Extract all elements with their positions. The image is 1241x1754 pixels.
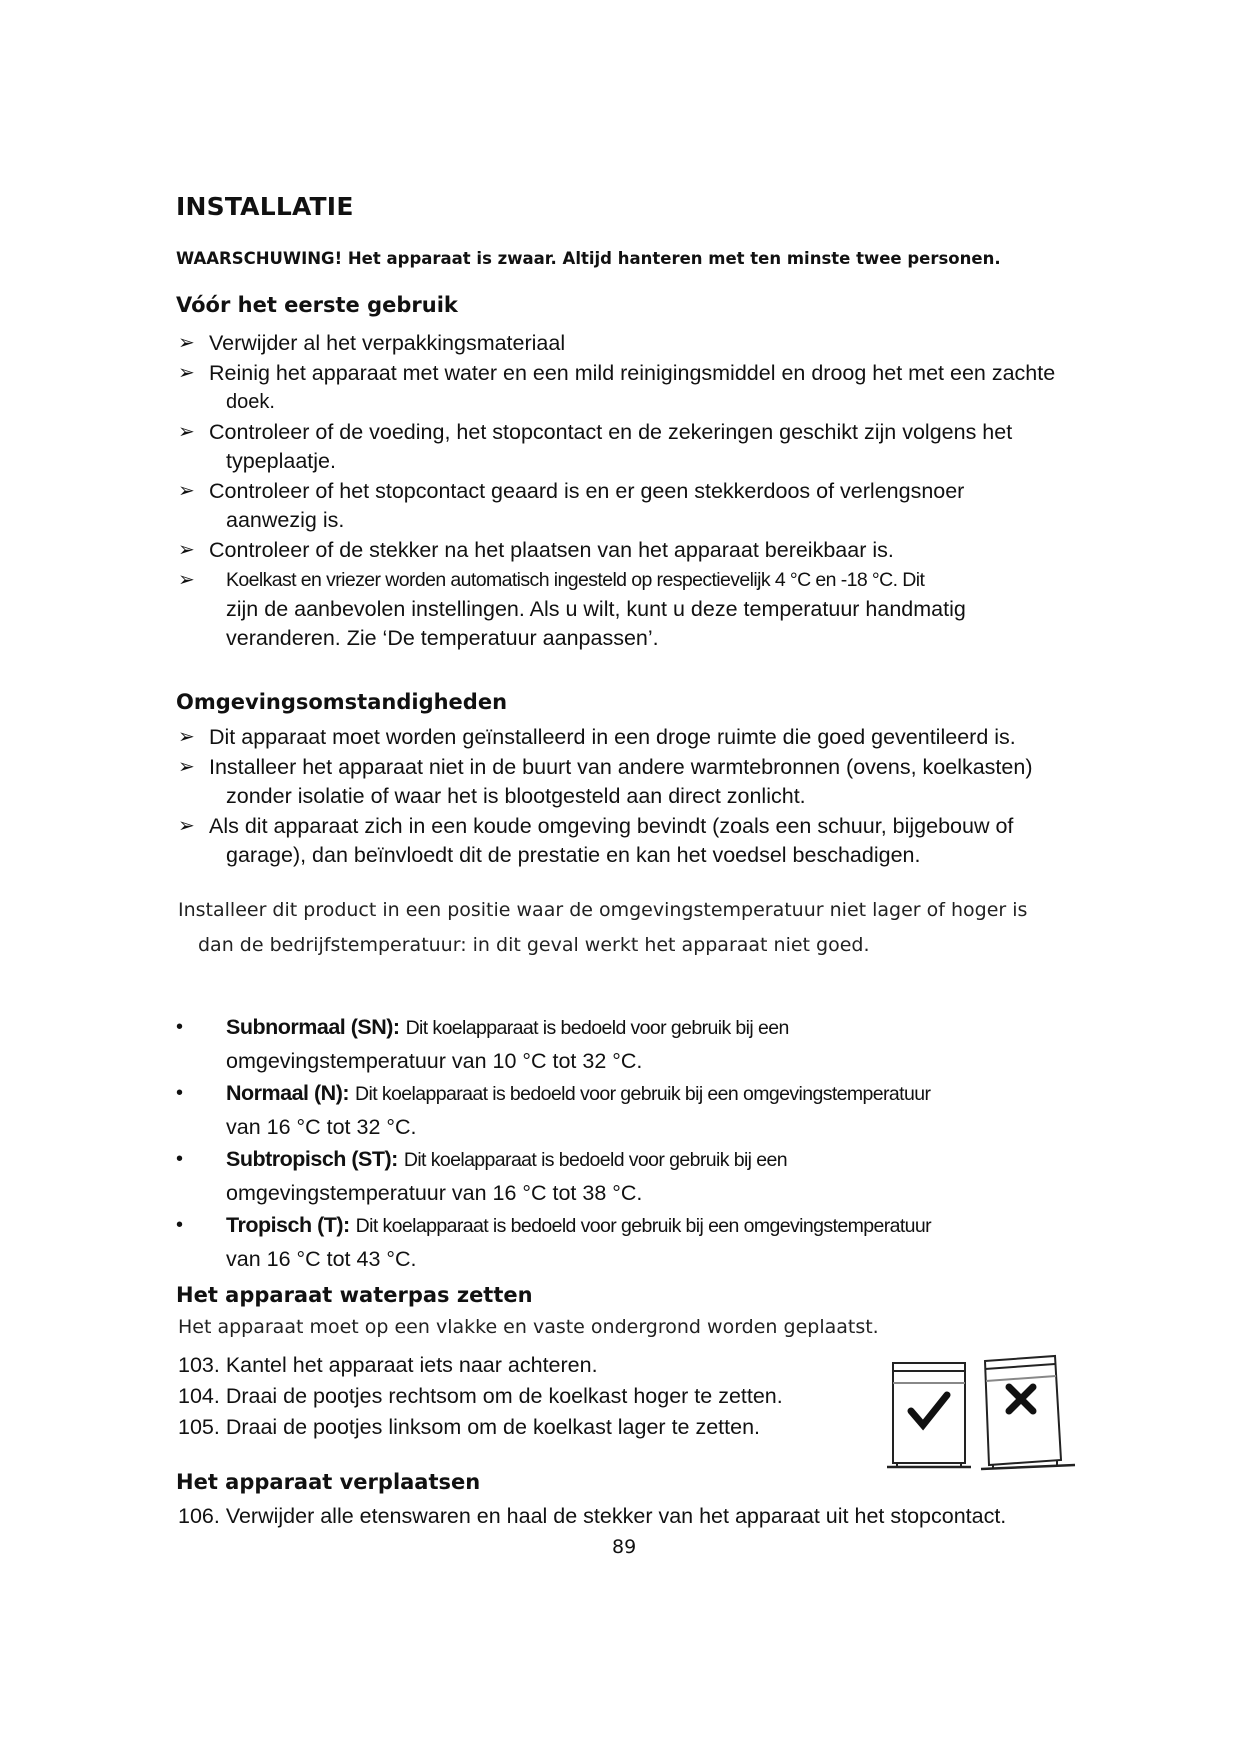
list-item: ➢ Koelkast en vriezer worden automatisch ingesteld op respectievelijk 4 °C en -18 °C. Dit zijn de aanbevolen instellingen. Als u wilt, kunt u deze temperatuur handmatig veranderen. Zie ‘De temperatuur aanpassen’. bbox=[176, 566, 1176, 653]
bullet-icon: • bbox=[176, 1082, 184, 1104]
arrow-bullet-icon: ➢ bbox=[178, 726, 195, 748]
arrow-bullet-icon: ➢ bbox=[178, 756, 195, 778]
bullet-icon: • bbox=[176, 1148, 184, 1170]
list-item: ➢ Installeer het apparaat niet in de buurt van andere warmtebronnen (ovens, koelkasten) zonder isolatie of waar het is blootgesteld aan direct zonlicht. bbox=[178, 755, 1033, 808]
heading-leveling: Het apparaat waterpas zetten bbox=[176, 1283, 533, 1307]
heading-first-use: Vóór het eerste gebruik bbox=[176, 293, 458, 317]
leveling-illustration bbox=[885, 1345, 1085, 1480]
leveling-intro: Het apparaat moet op een vlakke en vaste ondergrond worden geplaatst. bbox=[178, 1316, 879, 1338]
tilted-fridge-wrong bbox=[981, 1356, 1075, 1469]
list-item: ➢ Dit apparaat moet worden geïnstalleerd in een droge ruimte die goed geventileerd is. bbox=[176, 723, 1176, 752]
cross-icon bbox=[1009, 1387, 1033, 1411]
list-item: ➢ Verwijder al het verpakkingsmateriaal bbox=[176, 329, 1176, 358]
environment-list bbox=[176, 723, 1176, 871]
arrow-bullet-icon: ➢ bbox=[178, 569, 195, 591]
list-item: • Tropisch (T): Dit koelapparaat is bedoeld voor gebruik bij een omgevingstemperatuur van 16 °C tot 43 °C. bbox=[176, 1209, 1176, 1275]
warning-text: WAARSCHUWING! Het apparaat is zwaar. Altijd hanteren met ten minste twee personen. bbox=[176, 249, 1001, 268]
arrow-bullet-icon: ➢ bbox=[178, 362, 195, 384]
list-item: ➢ Controleer of het stopcontact geaard is en er geen stekkerdoos of verlengsnoer aanwezig is. bbox=[178, 479, 965, 532]
list-item: 105. Draai de pootjes linksom om de koelkast lager te zetten. bbox=[178, 1415, 761, 1439]
climate-class-list bbox=[176, 1011, 1176, 1275]
check-icon bbox=[911, 1395, 947, 1425]
list-item: • Normaal (N): Dit koelapparaat is bedoeld voor gebruik bij een omgevingstemperatuur van 16 °C tot 32 °C. bbox=[176, 1077, 1176, 1143]
page-title: INSTALLATIE bbox=[176, 192, 354, 221]
arrow-bullet-icon: ➢ bbox=[178, 421, 195, 443]
list-item: ➢ Reinig het apparaat met water en een mild reinigingsmiddel en droog het met een zachte doek. bbox=[178, 361, 1056, 413]
list-item: ➢ Als dit apparaat zich in een koude omgeving bevindt (zoals een schuur, bijgebouw of garage), dan beïnvloedt dit de prestatie en kan het voedsel beschadigen. bbox=[178, 814, 1014, 867]
list-item: ➢ Controleer of de stekker na het plaatsen van het apparaat bereikbaar is. bbox=[176, 536, 1176, 565]
arrow-bullet-icon: ➢ bbox=[178, 480, 195, 502]
first-use-list bbox=[176, 329, 1176, 654]
arrow-bullet-icon: ➢ bbox=[178, 815, 195, 837]
moving-step: 106. Verwijder alle etenswaren en haal de stekker van het apparaat uit het stopcontact. bbox=[178, 1504, 1007, 1528]
bullet-icon: • bbox=[176, 1016, 184, 1038]
arrow-bullet-icon: ➢ bbox=[178, 539, 195, 561]
list-item: • Subtropisch (ST): Dit koelapparaat is bedoeld voor gebruik bij een omgevingstemperatuur van 16 °C tot 38 °C. bbox=[176, 1143, 1176, 1209]
arrow-bullet-icon: ➢ bbox=[178, 332, 195, 354]
install-note: Installeer dit product in een positie waar de omgevingstemperatuur niet lager of hoger is dan de bedrijfstemperatuur: in dit geval werkt het apparaat niet goed. bbox=[178, 899, 1028, 956]
list-item: 104. Draai de pootjes rechtsom om de koelkast hoger te zetten. bbox=[178, 1384, 783, 1408]
bullet-icon: • bbox=[176, 1214, 184, 1236]
list-item: • Subnormaal (SN): Dit koelapparaat is bedoeld voor gebruik bij een omgevingstemperatuur van 10 °C tot 32 °C. bbox=[176, 1011, 1176, 1077]
list-item: ➢ Controleer of de voeding, het stopcontact en de zekeringen geschikt zijn volgens het typeplaatje. bbox=[178, 420, 1013, 473]
leveling-steps bbox=[178, 1350, 783, 1443]
heading-moving: Het apparaat verplaatsen bbox=[176, 1470, 481, 1494]
page-number: 89 bbox=[612, 1536, 637, 1558]
list-item: 103. Kantel het apparaat iets naar achteren. bbox=[178, 1353, 598, 1377]
heading-environment: Omgevingsomstandigheden bbox=[176, 690, 508, 714]
